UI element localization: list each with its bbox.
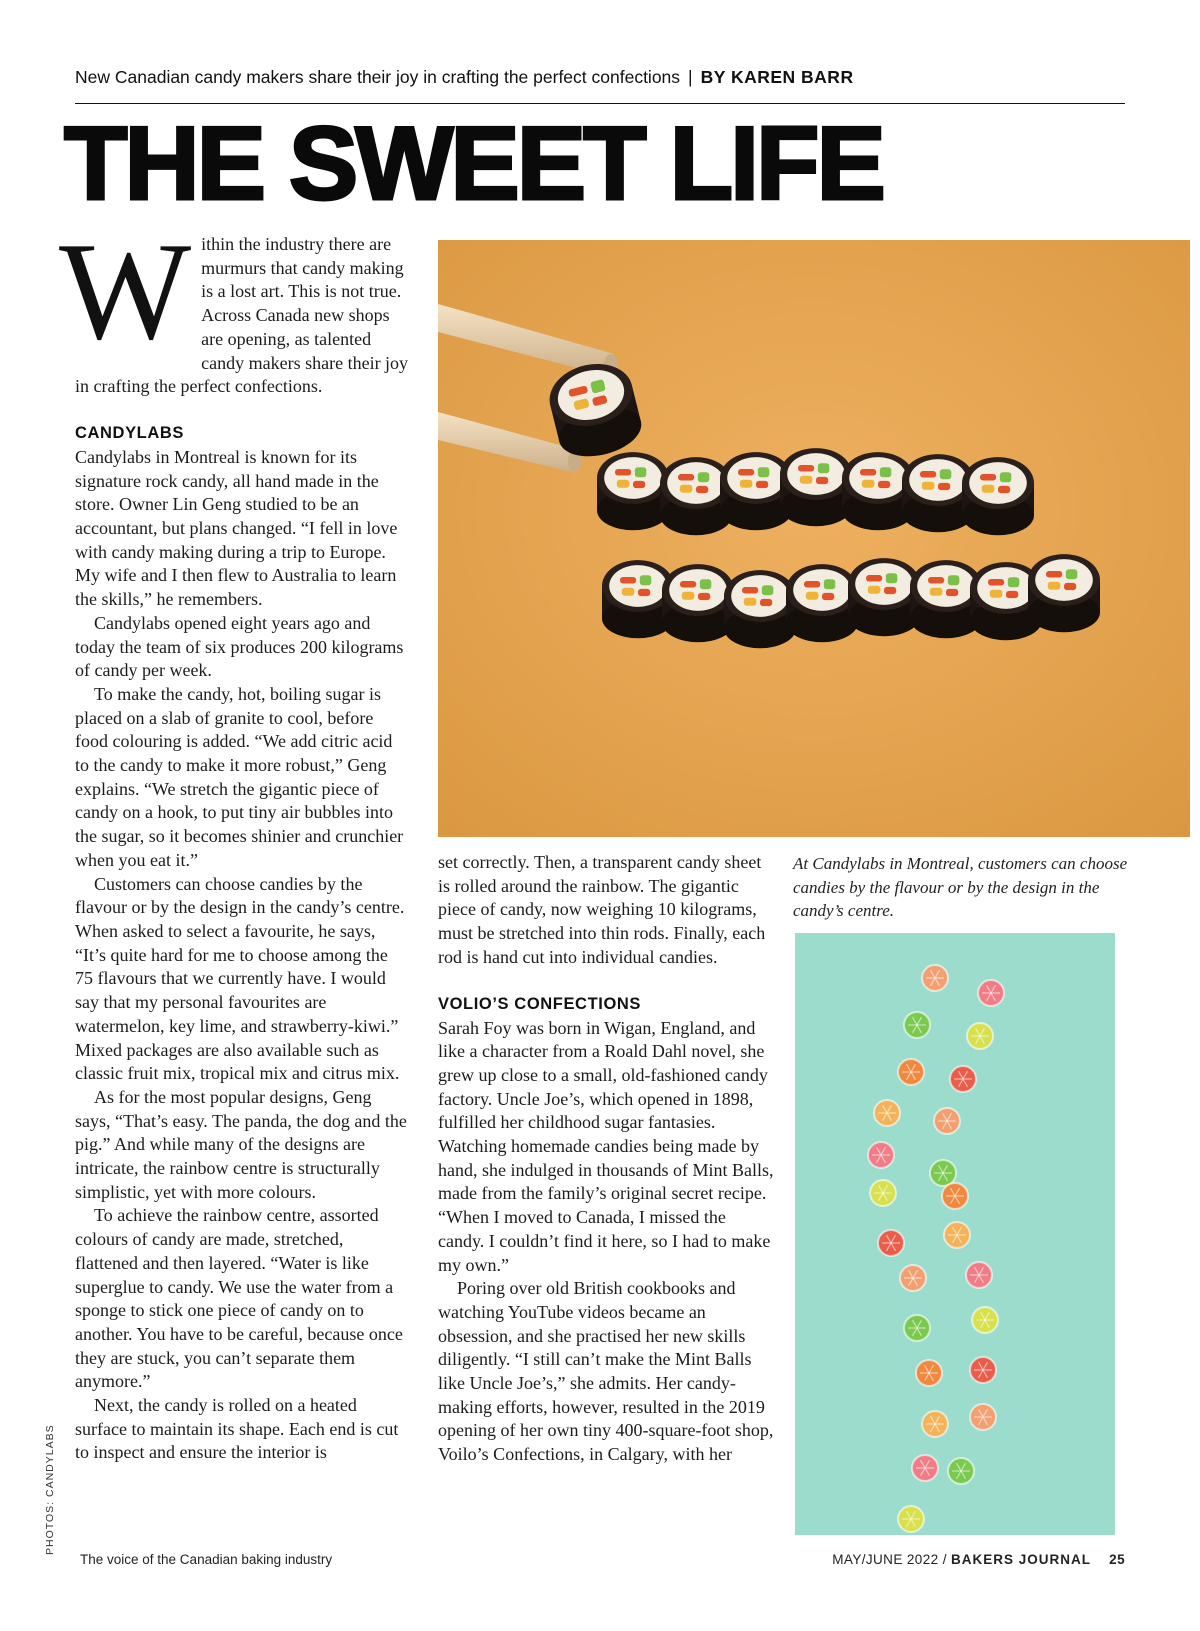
issue-date: MAY/JUNE 2022 — [832, 1552, 939, 1567]
fruit-candy — [878, 1230, 904, 1256]
photo-caption: At Candylabs in Montreal, customers can choose candies by the flavour or by the design in the candy’s centre. — [793, 854, 1128, 920]
fruit-candy — [930, 1160, 956, 1186]
body-paragraph: To achieve the rainbow centre, assorted colours of candy are made, stretched, flattened and then layered. “Water is like superglue to candy. We use the water from a sponge to stick one piece of candy on to another. You have to be careful, because once they are stuck, you can’t separate them anymore.” — [75, 1205, 403, 1392]
sushi-candy — [662, 564, 734, 642]
photo-credit: PHOTOS: CANDYLABS — [44, 1424, 56, 1555]
footer-issue-info — [832, 1552, 1125, 1567]
fruit-candy — [966, 1262, 992, 1288]
body-paragraph: Poring over old British cookbooks and watching YouTube videos became an obsession, and she practised her new skills diligently. “I still can’t make the Mint Balls like Uncle Joe’s,” she admits. Her candy-making efforts, however, resulted in the 2019 opening of her own tiny 400-square-foot shop, Voilo’s Confections, in Calgary, with her — [438, 1278, 774, 1465]
fruit-candy — [904, 1012, 930, 1038]
fruit-candy — [970, 1404, 996, 1430]
sushi-candy — [848, 558, 920, 636]
drop-cap: W — [59, 214, 192, 369]
kicker-separator: | — [688, 67, 693, 87]
fruit-candy — [870, 1180, 896, 1206]
article-column-2 — [438, 851, 774, 1467]
sushi-candy — [724, 570, 796, 648]
fruit-candy — [972, 1307, 998, 1333]
fruit-candy — [898, 1506, 924, 1532]
fruit-candy — [912, 1455, 938, 1481]
page-number: 25 — [1109, 1552, 1125, 1567]
kicker-text: New Canadian candy makers share their joy in crafting the perfect confections — [75, 67, 681, 87]
fruit-candy — [922, 1411, 948, 1437]
article-kicker — [75, 67, 1125, 88]
body-paragraph: Next, the candy is rolled on a heated surface to maintain its shape. Each end is cut to inspect and ensure the interior is — [75, 1395, 399, 1463]
body-paragraph: Candylabs in Montreal is known for its signature rock candy, all hand made in the store. Owner Lin Geng studied to be an accountant, but plans changed. “I fell in love with candy making during a trip to Europe. My wife and I then flew to Australia to learn the skills,” he remembers. — [75, 446, 398, 610]
sushi-candy — [597, 452, 669, 530]
fruit-candy — [904, 1315, 930, 1341]
footer-slash: / — [942, 1552, 947, 1567]
header-rule — [75, 103, 1125, 104]
sushi-candy — [786, 564, 858, 642]
section-heading-volios: VOLIO’S CONFECTIONS — [438, 994, 641, 1013]
fruit-candy — [916, 1360, 942, 1386]
continuation-paragraph: set correctly. Then, a transparent candy sheet is rolled around the rainbow. The gigantic piece of candy, now weighing 10 kilograms, must be stretched into thin rods. Finally, each rod is hand cut into individual candies. — [438, 852, 766, 967]
byline: BY KAREN BARR — [700, 67, 854, 87]
scattered-candies-illustration — [795, 933, 1115, 1535]
sushi-candy — [962, 457, 1034, 535]
fruit-candy — [948, 1458, 974, 1484]
fruit-candy — [950, 1066, 976, 1092]
body-paragraph: Customers can choose candies by the flavour or by the design in the candy’s centre. When asked to select a favourite, he says, “It’s quite hard for me to choose among the 75 flavours that we currently have. I would say that my personal favourites are watermelon, key lime, and strawberry-kiwi.” Mixed packages are also available such as classic fruit mix, tropical mix and citrus mix. — [75, 873, 405, 1084]
fruit-candy — [922, 965, 948, 991]
fruit-candy — [970, 1357, 996, 1383]
section-heading-candylabs: CANDYLABS — [75, 423, 184, 442]
scattered-candies-photo — [795, 933, 1115, 1535]
body-paragraph: As for the most popular designs, Geng says, “That’s easy. The panda, the dog and the pig.” And while many of the designs are intricate, the rainbow centre is structurally simplistic, yet with more colours. — [75, 1086, 407, 1202]
magazine-name: BAKERS JOURNAL — [951, 1552, 1092, 1567]
candy-sushi-illustration — [438, 240, 1190, 837]
fruit-candy — [944, 1222, 970, 1248]
fruit-candy — [978, 980, 1004, 1006]
candy-sushi-photo — [438, 240, 1190, 837]
fruit-candy — [874, 1100, 900, 1126]
fruit-candy — [934, 1108, 960, 1134]
sushi-candy — [1028, 554, 1100, 632]
fruit-candy — [967, 1023, 993, 1049]
body-paragraph: Candylabs opened eight years ago and today the team of six produces 200 kilograms of candy per week. — [75, 612, 404, 681]
footer-tagline: The voice of the Canadian baking industry — [80, 1552, 333, 1567]
body-paragraph: Sarah Foy was born in Wigan, England, and like a character from a Roald Dahl novel, she grew up close to a small, old-fashioned candy factory. Uncle Joe’s, which opened in 1898, fulfilled her childhood sugar fantasies. Watching homemade candies being made by hand, she indulged in thousands of Mint Balls, made from the family’s original secret recipe. “When I moved to Canada, I missed the candy. I couldn’t find it here, so I had to make my own.” — [438, 1017, 774, 1275]
fruit-candy — [868, 1142, 894, 1168]
body-paragraph: To make the candy, hot, boiling sugar is placed on a slab of granite to cool, before food colouring is added. “We add citric acid to the candy to make it more robust,” Geng explains. “We stretch the gigantic piece of candy on a hook, to put tiny air bubbles into the sugar, so it becomes shinier and crunchier when you eat it.” — [75, 683, 404, 870]
fruit-candy — [942, 1183, 968, 1209]
headline: THE SWEET LIFE — [64, 106, 883, 222]
fruit-candy — [900, 1265, 926, 1291]
fruit-candy — [898, 1059, 924, 1085]
intro-paragraph: ithin the industry there are murmurs that candy making is a lost art. This is not true. Across Canada new shops are opening, as talented candy makers share their joy in crafting the perfect confections. — [75, 234, 409, 397]
sushi-candy — [780, 448, 852, 526]
article-column-1 — [59, 214, 410, 1465]
